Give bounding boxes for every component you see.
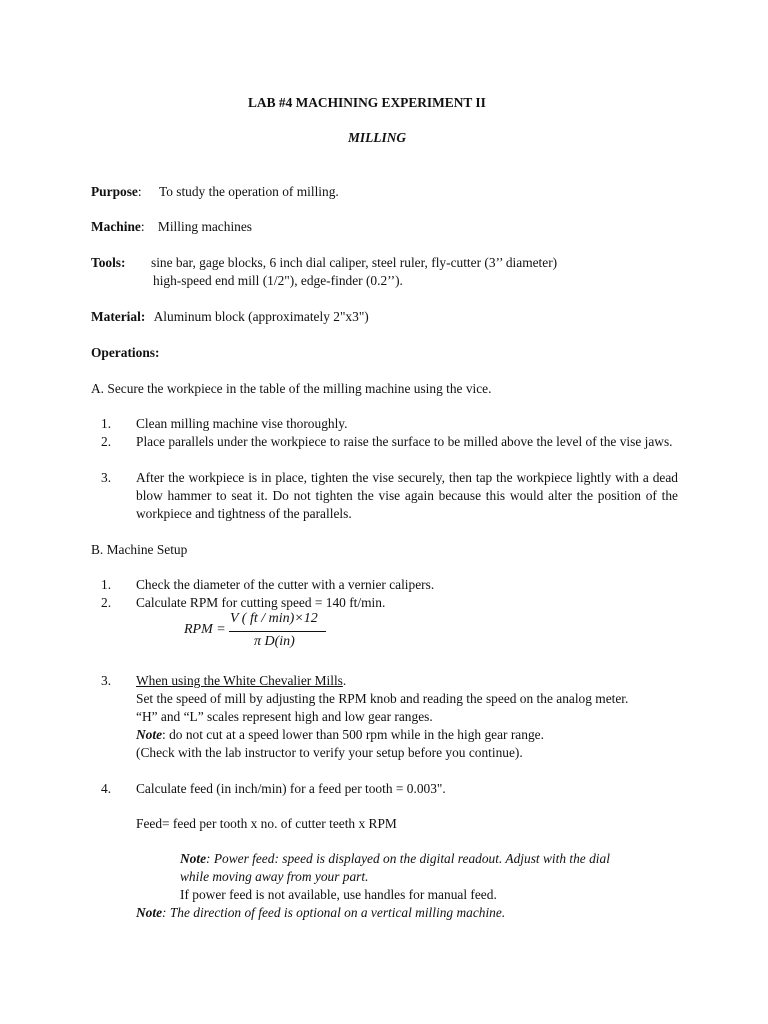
list-item: Check the diameter of the cutter with a vernier calipers. [136, 577, 435, 592]
note-label: Note [180, 851, 207, 866]
fraction-bar [229, 631, 326, 632]
machine-row: Machine: Milling machines [91, 219, 253, 234]
list-item: Place parallels under the workpiece to raise the surface to be milled above the level of the vise jaws. [136, 434, 673, 449]
list-item-number: 2. [101, 595, 112, 610]
section-a-heading: A. Secure the workpiece in the table of the milling machine using the vice. [91, 381, 492, 396]
formula-denominator: π D(in) [254, 634, 295, 649]
page-subtitle: MILLING [348, 130, 407, 145]
note1-line-2: while moving away from your part. [180, 869, 369, 884]
material-text: Aluminum block (approximately 2"x3") [153, 309, 369, 324]
note2-text: : The direction of feed is optional on a vertical milling machine. [162, 905, 506, 920]
note1-row [180, 851, 610, 867]
item4-text: Calculate feed (in inch/min) for a feed per tooth = 0.003". [136, 781, 446, 796]
item3-heading-end: . [342, 673, 347, 688]
note-text: : do not cut at a speed lower than 500 rpm while in the high gear range. [162, 727, 544, 742]
list-item-number: 3. [101, 470, 112, 485]
item3-heading: When using the White Chevalier Mills [136, 673, 343, 688]
note2-row [136, 905, 505, 921]
list-item-number: 3. [101, 673, 112, 688]
note1-line-1: : Power feed: speed is displayed on the digital readout. Adjust with the dial [206, 851, 610, 866]
purpose-label: Purpose [91, 184, 138, 199]
page-title: LAB #4 MACHINING EXPERIMENT II [248, 95, 486, 110]
list-item: Clean milling machine vise thoroughly. [136, 416, 348, 431]
tools-line-1: sine bar, gage blocks, 6 inch dial caliper, steel ruler, fly-cutter (3’’ diameter) [151, 255, 558, 270]
item3-line-2: “H” and “L” scales represent high and low gear ranges. [136, 709, 433, 724]
machine-label: Machine [91, 219, 141, 234]
list-item-number: 1. [101, 577, 112, 592]
note-label: Note [136, 905, 163, 920]
purpose-row: Purpose: To study the operation of milling. [91, 184, 339, 199]
material-label: Material: [91, 309, 146, 324]
item3-line-1: Set the speed of mill by adjusting the RPM knob and reading the speed on the analog meter. [136, 691, 629, 706]
formula-numerator: V ( ft / min)×12 [230, 611, 318, 626]
item3-line-4: (Check with the lab instructor to verify your setup before you continue). [136, 745, 523, 760]
list-item: Calculate RPM for cutting speed = 140 ft/min. [136, 595, 386, 610]
list-item-number: 4. [101, 781, 112, 796]
item3-note-row [136, 727, 544, 743]
note1-line-3: If power feed is not available, use handles for manual feed. [180, 887, 497, 902]
tools-line-2: high-speed end mill (1/2"), edge-finder (0.2’’). [153, 273, 403, 288]
tools-label: Tools: [91, 255, 126, 270]
purpose-text: To study the operation of milling. [158, 184, 339, 199]
list-item-number: 1. [101, 416, 112, 431]
list-item: After the workpiece is in place, tighten the vise securely, then tap the workpiece lightly with a dead blow hammer to seat it. Do not tighten the vise again because this would alter the position of the workpiece and tightness of the parallels. [136, 470, 678, 521]
material-row [91, 309, 369, 325]
list-item-number: 2. [101, 434, 112, 449]
item3-heading-row [136, 673, 346, 689]
note-label: Note [136, 727, 163, 742]
formula-lhs: RPM = [184, 622, 226, 637]
machine-text: Milling machines [157, 219, 253, 234]
operations-label: Operations: [91, 345, 160, 360]
section-b-heading: B. Machine Setup [91, 542, 188, 557]
feed-formula: Feed= feed per tooth x no. of cutter teeth x RPM [136, 816, 397, 831]
